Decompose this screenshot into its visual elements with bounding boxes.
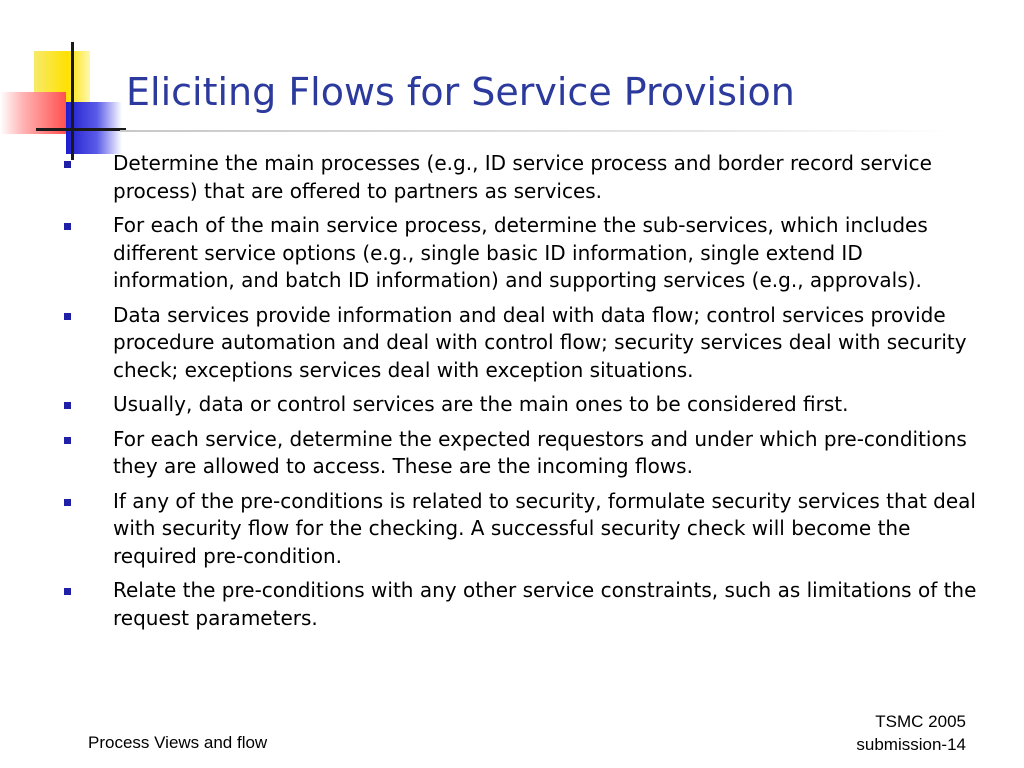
bullet-item	[64, 150, 984, 205]
bullet-square-icon	[64, 588, 71, 595]
bullet-item	[64, 391, 984, 419]
bullet-square-icon	[64, 499, 71, 506]
bullet-text: Determine the main processes (e.g., ID service process and border record service process) that are offered to partners as services.	[113, 151, 932, 203]
horizontal-line	[36, 128, 126, 131]
bullet-text: Relate the pre-conditions with any other service constraints, such as limitations of the request parameters.	[113, 578, 977, 630]
vertical-line	[71, 42, 74, 160]
footer-page-number: submission-14	[856, 735, 966, 754]
bullet-item	[64, 577, 984, 632]
bullet-square-icon	[64, 223, 71, 230]
bullet-square-icon	[64, 313, 71, 320]
bullet-list	[64, 150, 984, 639]
footer-org: TSMC 2005	[875, 712, 966, 731]
bullet-text: Data services provide information and deal with data flow; control services provide procedure automation and deal with control flow; security services deal with security check; exceptions services deal with exception situations.	[113, 302, 967, 382]
bullet-text: If any of the pre-conditions is related to security, formulate security services that deal with security flow for the checking. A successful security check will become the required pre-condition.	[113, 488, 976, 568]
bullet-item	[64, 302, 984, 385]
bullet-text: Usually, data or control services are the main ones to be considered first.	[113, 392, 849, 416]
title-underline	[120, 130, 950, 132]
bullet-square-icon	[64, 437, 71, 444]
footer-page-info	[856, 710, 966, 756]
bullet-square-icon	[64, 161, 71, 168]
bullet-text: For each of the main service process, determine the sub-services, which includes different service options (e.g., single basic ID information, single extend ID information, and batch ID information) and supporting services (e.g., approvals).	[113, 213, 928, 292]
bullet-square-icon	[64, 402, 71, 409]
footer-section-title: Process Views and flow	[88, 733, 268, 752]
bullet-item	[64, 488, 984, 571]
bullet-item	[64, 212, 984, 295]
bullet-item	[64, 426, 984, 481]
bullet-text: For each service, determine the expected requestors and under which pre-conditions they are allowed to access. These are the incoming flows.	[113, 426, 967, 478]
decorative-logo	[0, 0, 140, 170]
slide-title: Eliciting Flows for Service Provision	[126, 70, 795, 114]
